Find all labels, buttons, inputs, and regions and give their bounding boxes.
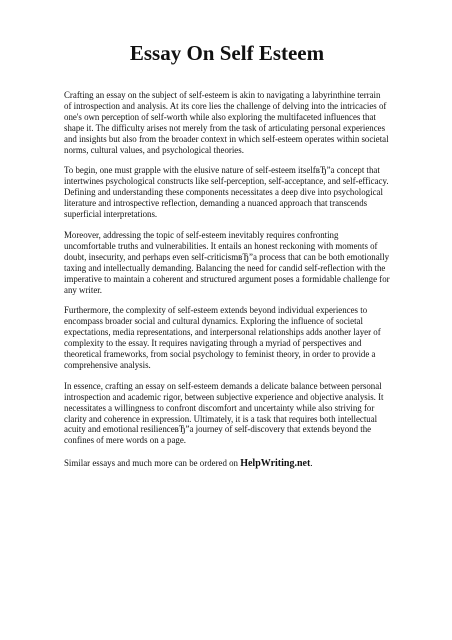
- paragraph-5: In essence, crafting an essay on self-esteem demands a delicate balance between personal introspection and academic rigor, between subjective experience and objective analysis. It necessitates a willingness to confront discomfort and uncertainty while also striving for clarity and coherence in expression. Ultimately, it is a task that requires both intellectual acuity and emotional resilienceвЂ”a journey of self-discovery that extends beyond the confines of mere words on a page.: [64, 380, 384, 446]
- paragraph-1: Crafting an essay on the subject of self-esteem is akin to navigating a labyrinthine terrain of introspection and analysis. At its core lies the challenge of delving into the intricacies of one's own perception of self-worth while also exploring the multifaceted influences that shape it. The difficulty arises not merely from the task of articulating personal experiences and insights but also from the broader context in which self-esteem operates within societal norms, cultural values, and psychological theories.: [64, 90, 389, 155]
- paragraph-2: To begin, one must grapple with the elusive nature of self-esteem itselfвЂ”a concept that intertwines psychological constructs like self-perception, self-acceptance, and self-efficacy. Defining and understanding these components necessitates a deep dive into psychological literature and introspective reflection, demanding a nuanced approach that transcends superficial interpretations.: [64, 165, 389, 220]
- closing-suffix: .: [310, 458, 313, 469]
- document-title: Essay On Self Esteem: [129, 41, 325, 65]
- paragraph-3: Moreover, addressing the topic of self-esteem inevitably requires confronting uncomfortable truths and vulnerabilities. It entails an honest reckoning with moments of doubt, insecurity, and perhaps even self-criticismвЂ”a process that can be both emotionally taxing and intellectually demanding. Balancing the need for candid self-reflection with the imperative to maintain a coherent and structured argument poses a formidable challenge for any writer.: [64, 229, 390, 295]
- closing-text: Similar essays and much more can be ordered on: [64, 458, 241, 469]
- closing-line: [64, 458, 390, 469]
- paragraph-4: Furthermore, the complexity of self-esteem extends beyond individual experiences to encompass broader social and cultural dynamics. Exploring the influence of societal expectations, media representations, and interpersonal relationships adds another layer of complexity to the essay. It requires navigating through a myriad of perspectives and theoretical frameworks, from social psychology to feminist theory, in order to provide a comprehensive analysis.: [64, 305, 381, 370]
- helpwriting-link[interactable]: HelpWriting.net: [240, 458, 311, 470]
